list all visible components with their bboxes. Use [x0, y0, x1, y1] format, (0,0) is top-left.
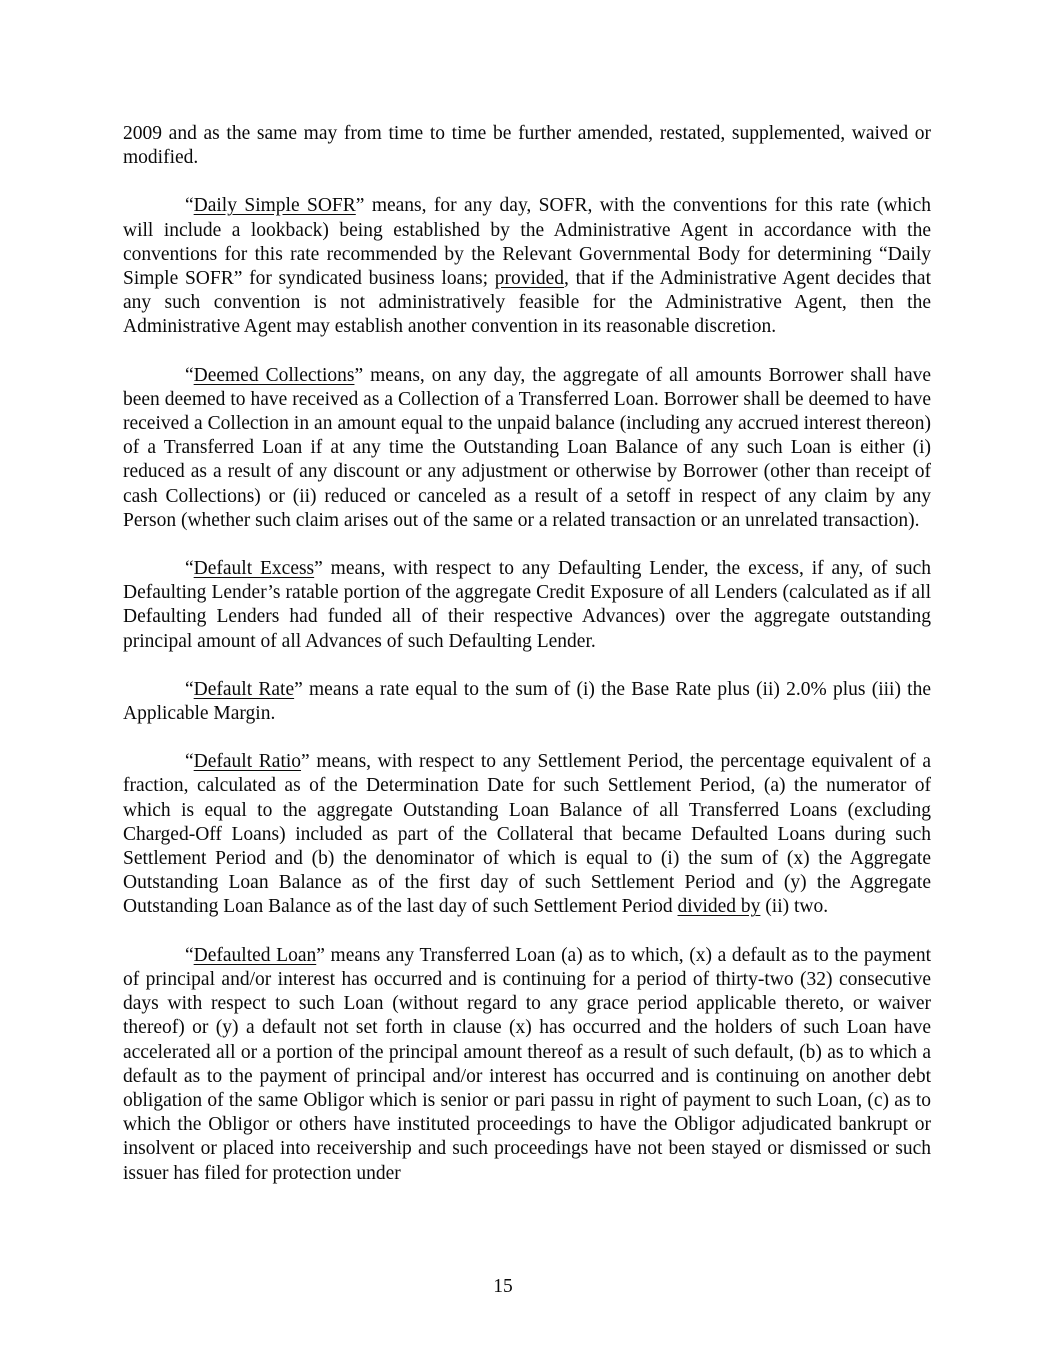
document-body	[123, 122, 931, 1186]
defined-term: Default Rate	[193, 678, 295, 700]
text-run: ” means, with respect to any Settlement Period, the percentage equivalent of a fraction, calculated as of the Determination Date for such Settlement Period, (a) the numerator of which is equal to the aggregate Outstanding Loan Balance of all Transferred Loans (excluding Charged-Off Loans) included as part of the Collateral that became Defaulted Loans during such Settlement Period and (b) the denominator of which is equal to (i) the sum of (x) the Aggregate Outstanding Loan Balance as of the first day of such Settlement Period and (y) the Aggregate Outstanding Loan Balance as of the last day of such Settlement Period	[123, 751, 931, 918]
paragraph	[123, 194, 931, 339]
defined-term: Daily Simple SOFR	[193, 195, 356, 217]
text-run: “	[185, 751, 194, 773]
defined-term: Deemed Collections	[193, 364, 355, 386]
text-run: ” means, for any day, SOFR, with the conventions for this rate (which will include a lookback) being established by the Administrative Agent in accordance with the conventions for this rate recommended by the Relevant Governmental Body for determining “Daily Simple SOFR” for syndicated business loans;	[123, 195, 931, 290]
paragraph	[123, 557, 931, 654]
defined-term: provided	[494, 268, 565, 290]
text-run: ” means, on any day, the aggregate of all amounts Borrower shall have been deemed to have received as a Collection of a Transferred Loan. Borrower shall be deemed to have received a Collection in an amount equal to the unpaid balance (including any accrued interest thereon) of a Transferred Loan if at any time the Outstanding Loan Balance of any such Loan is either (i) reduced as a result of any discount or any adjustment or otherwise by Borrower (other than receipt of cash Collections) or (ii) reduced or canceled as a result of a setoff in respect of any claim by any Person (whether such claim arises out of the same or a related transaction or an unrelated transaction).	[123, 364, 931, 531]
text-run: 2009 and as the same may from time to time be further amended, restated, supplemented, waived or modified.	[123, 123, 931, 169]
text-run: “	[185, 678, 194, 700]
paragraph	[123, 750, 931, 919]
text-run: “	[185, 558, 194, 580]
paragraph	[123, 678, 931, 726]
page-number: 15	[493, 1276, 513, 1297]
text-run: ” means, with respect to any Defaulting Lender, the excess, if any, of such Defaulting Lender’s ratable portion of the aggregate Credit Exposure of all Lenders (calculated as if all Defaulting Lenders had funded all of their respective Advances) over the aggregate outstanding principal amount of all Advances of such Defaulting Lender.	[123, 558, 931, 652]
defined-term: Default Ratio	[193, 751, 302, 773]
paragraph	[123, 364, 931, 533]
text-run: “	[185, 195, 194, 217]
text-run: “	[185, 364, 194, 386]
text-run: ” means any Transferred Loan (a) as to which, (x) a default as to the payment of principal and/or interest has occurred and is continuing for a period of thirty-two (32) consecutive days with respect to such Loan (without regard to any grace period applicable thereto, or waiver thereof) or (y) a default not set forth in clause (x) has occurred and the holders of such Loan have accelerated all or a portion of the principal amount thereof as a result of such default, (b) as to which a default as to the payment of principal and/or interest has occurred and is continuing on another debt obligation of the same Obligor which is senior or pari passu in right of payment to such Loan, (c) as to which the Obligor or others have instituted proceedings to have the Obligor adjudicated bankrupt or insolvent or placed into receivership and such proceedings have not been stayed or dismissed or such issuer has filed for protection under	[123, 944, 931, 1184]
defined-term: Default Excess	[193, 558, 315, 580]
text-run: , that if the Administrative Agent decides that any such convention is not administratively feasible for the Administrative Agent, then the Administrative Agent may establish another convention in its reasonable discretion.	[123, 268, 931, 338]
paragraph	[123, 122, 931, 170]
text-run: ” means a rate equal to the sum of (i) the Base Rate plus (ii) 2.0% plus (iii) the Applicable Margin.	[123, 678, 931, 725]
text-run: (ii) two.	[760, 896, 829, 918]
paragraph	[123, 944, 931, 1186]
defined-term: divided by	[677, 896, 761, 918]
defined-term: Defaulted Loan	[193, 944, 317, 966]
text-run: “	[185, 944, 194, 966]
